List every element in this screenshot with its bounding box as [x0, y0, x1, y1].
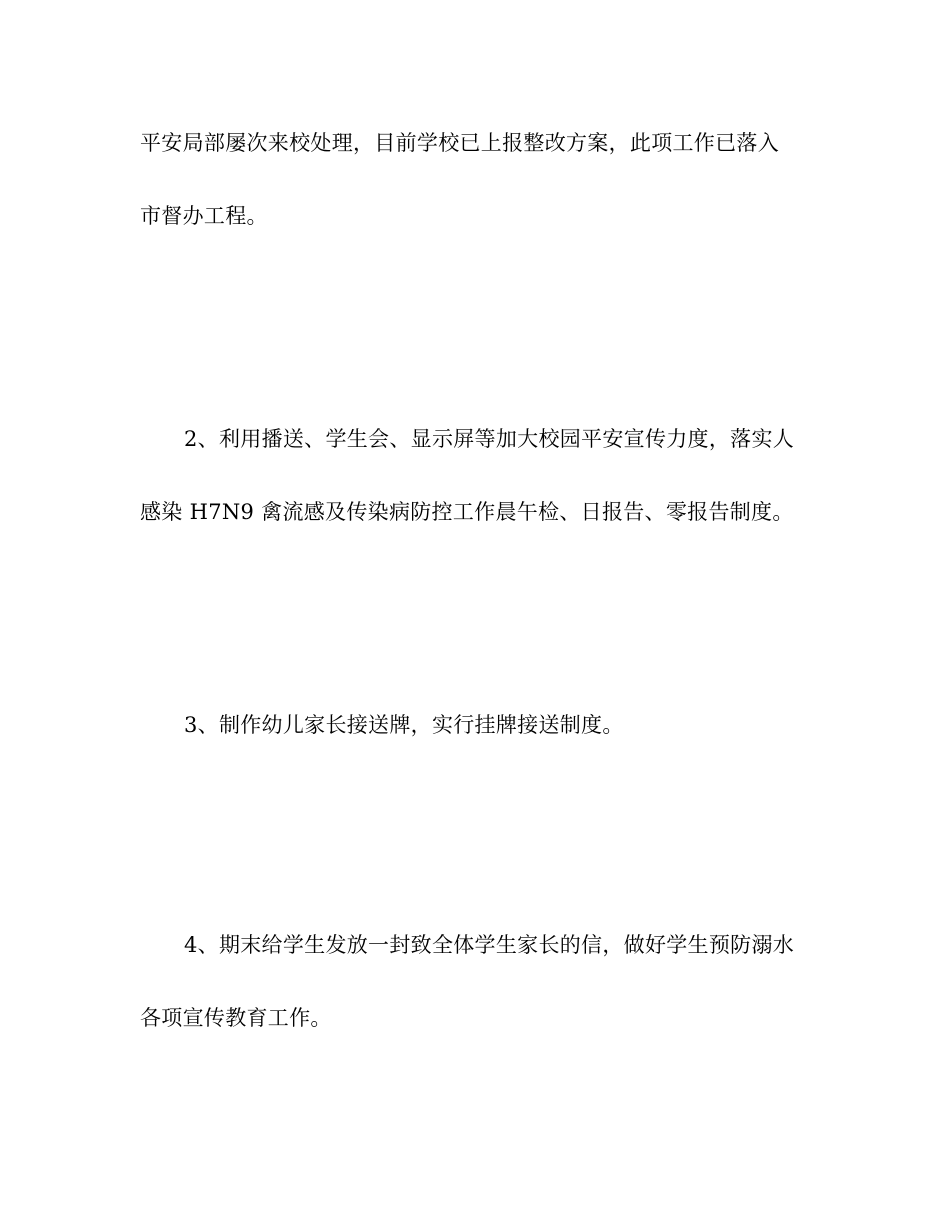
- paragraph-3-line-1: 3、制作幼儿家长接送牌，实行挂牌接送制度。: [184, 713, 624, 737]
- paragraph-1-line-1: 平安局部屡次来校处理，目前学校已上报整改方案，此项工作已落入: [140, 131, 779, 155]
- paragraph-4-line-1: 4、期末给学生发放一封致全体学生家长的信，做好学生预防溺水: [184, 933, 795, 957]
- paragraph-2-line-1: 2、利用播送、学生会、显示屏等加大校园平安宣传力度，落实人: [184, 427, 795, 451]
- paragraph-1-line-2: 市督办工程。: [140, 204, 268, 228]
- paragraph-4-line-2: 各项宣传教育工作。: [140, 1006, 332, 1030]
- paragraph-2-line-2: 感染 H7N9 禽流感及传染病防控工作晨午检、日报告、零报告制度。: [140, 500, 794, 524]
